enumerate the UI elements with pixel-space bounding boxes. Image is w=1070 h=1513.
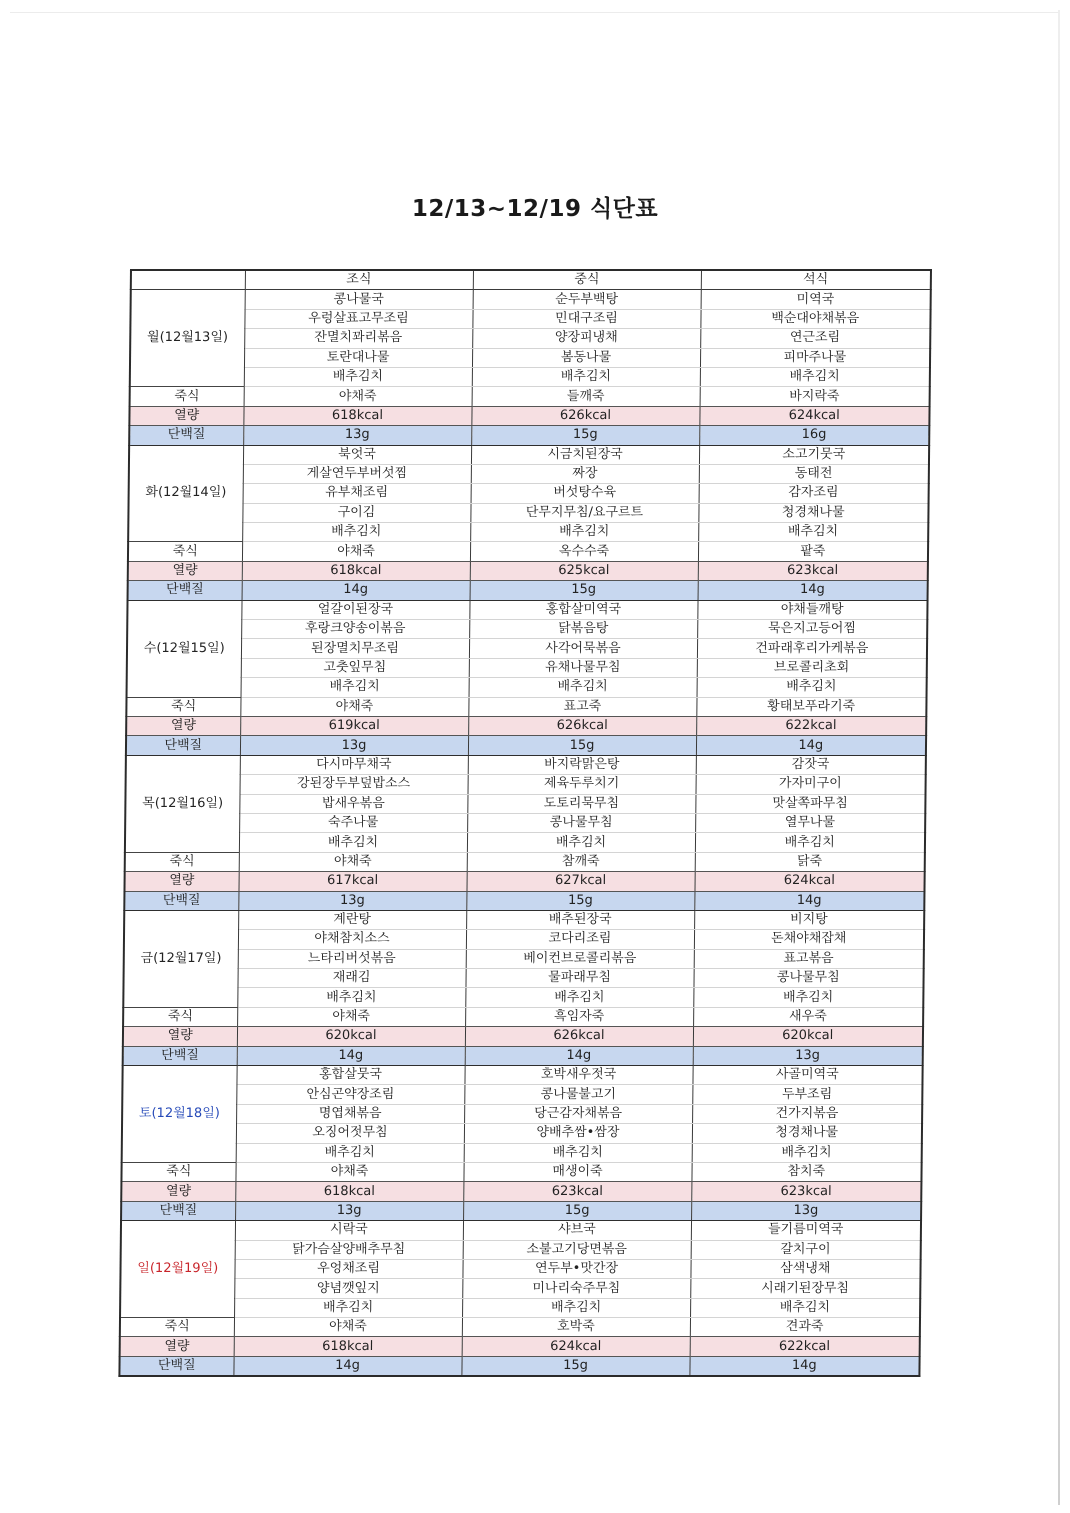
menu-item-lunch: 소불고기당면볶음: [463, 1240, 691, 1259]
header-row: [131, 270, 931, 290]
calories-dinner: 620kcal: [693, 1027, 923, 1046]
calories-dinner: 623kcal: [691, 1182, 921, 1201]
menu-item-dinner: 사골미역국: [692, 1066, 922, 1085]
menu-item-lunch: 도토리묵무침: [467, 794, 695, 813]
menu-row: [127, 658, 927, 677]
porridge-row: [128, 542, 928, 561]
calories-lunch: 626kcal: [468, 716, 696, 735]
porridge-label: 죽식: [126, 697, 240, 716]
menu-item-lunch: 배추김치: [465, 988, 693, 1007]
calories-row: [123, 1027, 923, 1046]
menu-item-breakfast: 느타리버섯볶음: [238, 949, 466, 968]
menu-item-lunch: 배추김치: [472, 367, 700, 386]
porridge-breakfast: 야채죽: [242, 542, 470, 561]
calories-label: 열량: [120, 1337, 234, 1356]
calories-breakfast: 619kcal: [240, 716, 468, 735]
calories-label: 열량: [129, 406, 243, 425]
calories-dinner: 622kcal: [696, 716, 926, 735]
porridge-lunch: 들깨죽: [472, 387, 700, 406]
protein-lunch: 15g: [461, 1356, 689, 1376]
menu-item-breakfast: 토란대나물: [244, 348, 472, 367]
day-label: 수(12월15일): [127, 600, 242, 697]
menu-item-dinner: 청경채나물: [698, 503, 928, 522]
menu-row: [127, 678, 927, 697]
protein-dinner: 13g: [691, 1201, 921, 1220]
menu-item-breakfast: 계란탕: [238, 910, 466, 929]
menu-item-dinner: 청경채나물: [692, 1124, 922, 1143]
porridge-row: [120, 1318, 920, 1337]
menu-item-dinner: 삼색냉채: [690, 1259, 920, 1278]
menu-item-breakfast: 후랑크양송이볶음: [241, 620, 469, 639]
menu-item-breakfast: 야채참치소스: [238, 930, 466, 949]
menu-row: [122, 1124, 922, 1143]
menu-item-dinner: 건가지볶음: [692, 1104, 922, 1123]
menu-item-breakfast: 배추김치: [236, 1143, 464, 1162]
menu-item-breakfast: 된장멸치무조림: [241, 639, 469, 658]
porridge-row: [125, 852, 925, 871]
menu-item-dinner: 콩나물무침: [693, 969, 923, 988]
protein-dinner: 14g: [698, 581, 928, 600]
menu-row: [127, 639, 927, 658]
protein-label: 단백질: [119, 1356, 233, 1376]
header-dinner: 석식: [701, 270, 931, 290]
menu-item-dinner: 시래기된장무침: [690, 1279, 920, 1298]
porridge-breakfast: 야채죽: [235, 1162, 463, 1181]
menu-item-lunch: 배추된장국: [466, 910, 694, 929]
protein-lunch: 15g: [471, 426, 699, 445]
calories-breakfast: 617kcal: [238, 872, 466, 891]
menu-row: [130, 329, 930, 348]
meal-plan-table: [118, 269, 932, 1377]
menu-item-dinner: 배추김치: [693, 988, 923, 1007]
menu-item-dinner: 갈치구이: [691, 1240, 921, 1259]
menu-item-lunch: 배추김치: [470, 523, 698, 542]
menu-row: [129, 445, 929, 464]
porridge-lunch: 매생이죽: [463, 1162, 691, 1181]
day-label: 화(12월14일): [128, 445, 243, 542]
menu-item-lunch: 배추김치: [464, 1143, 692, 1162]
menu-item-dinner: 배추김치: [700, 367, 930, 386]
calories-row: [129, 406, 929, 425]
menu-item-dinner: 감잣국: [696, 755, 926, 774]
porridge-label: 죽식: [125, 852, 239, 871]
porridge-dinner: 새우죽: [693, 1007, 923, 1026]
menu-row: [129, 464, 929, 483]
menu-item-lunch: 연두부•맛간장: [462, 1259, 690, 1278]
menu-item-breakfast: 게살연두부버섯찜: [243, 464, 471, 483]
menu-item-lunch: 콩나물무침: [467, 813, 695, 832]
porridge-label: 죽식: [128, 542, 242, 561]
porridge-label: 죽식: [121, 1162, 235, 1181]
protein-breakfast: 13g: [235, 1201, 463, 1220]
calories-lunch: 625kcal: [470, 561, 698, 580]
menu-item-dinner: 피마주나물: [700, 348, 930, 367]
menu-item-dinner: 동태전: [699, 464, 929, 483]
menu-row: [120, 1298, 920, 1317]
menu-item-breakfast: 고춧잎무침: [241, 658, 469, 677]
protein-row: [129, 426, 929, 445]
menu-item-breakfast: 오징어젓무침: [236, 1124, 464, 1143]
menu-item-dinner: 미역국: [701, 290, 931, 309]
protein-lunch: 15g: [468, 736, 696, 755]
calories-lunch: 623kcal: [463, 1182, 691, 1201]
menu-item-breakfast: 구이김: [242, 503, 470, 522]
menu-item-breakfast: 콩나물국: [245, 290, 473, 309]
day-label: 일(12월19일): [120, 1221, 235, 1318]
calories-breakfast: 618kcal: [235, 1182, 463, 1201]
menu-item-lunch: 배추김치: [462, 1298, 690, 1317]
day-label: 목(12월16일): [125, 755, 240, 852]
porridge-lunch: 옥수수죽: [470, 542, 698, 561]
menu-item-dinner: 표고볶음: [694, 949, 924, 968]
menu-row: [124, 910, 924, 929]
menu-item-breakfast: 우엉채조림: [234, 1259, 462, 1278]
menu-item-lunch: 바지락맑은탕: [468, 755, 696, 774]
menu-item-lunch: 홍합살미역국: [469, 600, 697, 619]
menu-item-dinner: 건파래후리가케볶음: [697, 639, 927, 658]
menu-item-lunch: 순두부백탕: [473, 290, 701, 309]
protein-lunch: 15g: [466, 891, 694, 910]
protein-dinner: 13g: [693, 1046, 923, 1065]
menu-item-dinner: 소고기뭇국: [699, 445, 929, 464]
porridge-lunch: 호박죽: [462, 1318, 690, 1337]
menu-item-lunch: 짜장: [471, 464, 699, 483]
menu-item-breakfast: 배추김치: [237, 988, 465, 1007]
protein-label: 단백질: [123, 1046, 237, 1065]
calories-label: 열량: [123, 1027, 237, 1046]
porridge-label: 죽식: [123, 1007, 237, 1026]
menu-item-lunch: 단무지무침/요구르트: [470, 503, 698, 522]
menu-item-lunch: 민대구조림: [472, 309, 700, 328]
protein-label: 단백질: [126, 736, 240, 755]
page-top-edge: [10, 12, 1060, 13]
day-label: 금(12월17일): [123, 910, 238, 1007]
protein-lunch: 15g: [463, 1201, 691, 1220]
menu-row: [122, 1066, 922, 1085]
menu-item-breakfast: 밥새우볶음: [239, 794, 467, 813]
menu-item-lunch: 배추김치: [467, 833, 695, 852]
menu-row: [125, 833, 925, 852]
calories-breakfast: 618kcal: [243, 406, 471, 425]
calories-lunch: 626kcal: [471, 406, 699, 425]
protein-label: 단백질: [129, 426, 243, 445]
menu-row: [125, 813, 925, 832]
menu-row: [127, 620, 927, 639]
menu-item-breakfast: 얼갈이된장국: [241, 600, 469, 619]
calories-row: [120, 1337, 920, 1356]
porridge-dinner: 팥죽: [698, 542, 928, 561]
calories-row: [124, 872, 924, 891]
protein-lunch: 14g: [465, 1046, 693, 1065]
menu-item-breakfast: 유부채조림: [243, 484, 471, 503]
protein-breakfast: 13g: [238, 891, 466, 910]
calories-label: 열량: [126, 716, 240, 735]
protein-row: [128, 581, 928, 600]
menu-row: [131, 290, 931, 309]
menu-row: [127, 600, 927, 619]
calories-label: 열량: [124, 872, 238, 891]
porridge-label: 죽식: [120, 1318, 234, 1337]
porridge-dinner: 닭죽: [695, 852, 925, 871]
porridge-row: [121, 1162, 921, 1181]
menu-item-lunch: 시금치된장국: [471, 445, 699, 464]
protein-breakfast: 14g: [233, 1356, 461, 1376]
menu-item-breakfast: 배추김치: [241, 678, 469, 697]
menu-item-lunch: 제육두루치기: [468, 775, 696, 794]
menu-item-breakfast: 명엽채볶음: [236, 1104, 464, 1123]
menu-row: [120, 1279, 920, 1298]
calories-row: [128, 561, 928, 580]
menu-row: [123, 969, 923, 988]
menu-row: [122, 1085, 922, 1104]
porridge-breakfast: 야채죽: [237, 1007, 465, 1026]
protein-row: [124, 891, 924, 910]
menu-row: [123, 988, 923, 1007]
menu-item-dinner: 배추김치: [698, 523, 928, 542]
menu-item-lunch: 콩나물불고기: [464, 1085, 692, 1104]
menu-item-dinner: 열무나물: [695, 813, 925, 832]
protein-breakfast: 14g: [237, 1046, 465, 1065]
day-label: 월(12월13일): [130, 290, 245, 387]
day-label: 토(12월18일): [122, 1066, 237, 1163]
menu-item-dinner: 배추김치: [697, 678, 927, 697]
protein-breakfast: 14g: [242, 581, 470, 600]
menu-item-lunch: 사각어묵볶음: [469, 639, 697, 658]
menu-item-breakfast: 강된장두부덮밥소스: [240, 775, 468, 794]
porridge-row: [130, 387, 930, 406]
protein-dinner: 14g: [696, 736, 926, 755]
menu-item-dinner: 가자미구이: [696, 775, 926, 794]
menu-row: [121, 1221, 921, 1240]
protein-row: [121, 1201, 921, 1220]
porridge-row: [123, 1007, 923, 1026]
menu-item-dinner: 들기름미역국: [691, 1221, 921, 1240]
calories-dinner: 624kcal: [699, 406, 929, 425]
protein-dinner: 16g: [699, 426, 929, 445]
calories-lunch: 624kcal: [462, 1337, 690, 1356]
porridge-label: 죽식: [130, 387, 244, 406]
menu-row: [130, 309, 930, 328]
menu-row: [124, 930, 924, 949]
menu-item-breakfast: 시락국: [235, 1221, 463, 1240]
menu-item-breakfast: 안심곤약장조림: [236, 1085, 464, 1104]
protein-lunch: 15g: [470, 581, 698, 600]
menu-item-breakfast: 양념깻잎지: [234, 1279, 462, 1298]
menu-row: [130, 367, 930, 386]
calories-breakfast: 618kcal: [242, 561, 470, 580]
porridge-lunch: 참깨죽: [467, 852, 695, 871]
porridge-row: [126, 697, 926, 716]
menu-item-dinner: 배추김치: [690, 1298, 920, 1317]
menu-item-dinner: 배추김치: [695, 833, 925, 852]
menu-item-lunch: 양배추쌈•쌈장: [464, 1124, 692, 1143]
protein-label: 단백질: [124, 891, 238, 910]
calories-breakfast: 620kcal: [237, 1027, 465, 1046]
porridge-breakfast: 야채죽: [239, 852, 467, 871]
menu-item-breakfast: 배추김치: [244, 367, 472, 386]
page-title: 12/13~12/19 식단표: [411, 196, 659, 222]
menu-row: [121, 1240, 921, 1259]
menu-item-lunch: 배추김치: [469, 678, 697, 697]
menu-item-breakfast: 우렁살표고무조림: [244, 309, 472, 328]
menu-item-breakfast: 배추김치: [242, 523, 470, 542]
menu-item-lunch: 베이컨브로콜리볶음: [466, 949, 694, 968]
menu-row: [128, 503, 928, 522]
menu-item-lunch: 봄동나물: [472, 348, 700, 367]
porridge-dinner: 황태보푸라기죽: [696, 697, 926, 716]
menu-row: [129, 484, 929, 503]
menu-item-lunch: 당근감자채볶음: [464, 1104, 692, 1123]
menu-row: [124, 949, 924, 968]
porridge-lunch: 흑임자죽: [465, 1007, 693, 1026]
meal-plan-body: [119, 290, 930, 1376]
menu-item-breakfast: 숙주나물: [239, 813, 467, 832]
menu-item-breakfast: 재래김: [237, 969, 465, 988]
menu-item-dinner: 맛살쪽파무침: [695, 794, 925, 813]
calories-lunch: 626kcal: [465, 1027, 693, 1046]
menu-item-lunch: 유채나물무침: [469, 658, 697, 677]
porridge-lunch: 표고죽: [468, 697, 696, 716]
menu-item-dinner: 돈채야채잡채: [694, 930, 924, 949]
menu-row: [125, 794, 925, 813]
menu-item-dinner: 연근조림: [700, 329, 930, 348]
calories-dinner: 624kcal: [694, 872, 924, 891]
menu-row: [128, 523, 928, 542]
menu-item-breakfast: 다시마무채국: [240, 755, 468, 774]
porridge-breakfast: 야채죽: [244, 387, 472, 406]
menu-item-breakfast: 배추김치: [234, 1298, 462, 1317]
menu-item-breakfast: 닭가슴살양배추무침: [235, 1240, 463, 1259]
menu-item-lunch: 호박새우젓국: [464, 1066, 692, 1085]
porridge-breakfast: 야채죽: [234, 1318, 462, 1337]
menu-row: [122, 1143, 922, 1162]
protein-label: 단백질: [128, 581, 242, 600]
calories-row: [126, 716, 926, 735]
header-breakfast: 조식: [245, 270, 473, 290]
calories-row: [121, 1182, 921, 1201]
header-corner: [131, 270, 245, 290]
protein-row: [126, 736, 926, 755]
menu-item-dinner: 비지탕: [694, 910, 924, 929]
calories-label: 열량: [128, 561, 242, 580]
protein-label: 단백질: [121, 1201, 235, 1220]
menu-item-lunch: 버섯탕수육: [471, 484, 699, 503]
protein-breakfast: 13g: [243, 426, 471, 445]
porridge-dinner: 견과죽: [690, 1318, 920, 1337]
menu-item-lunch: 물파래무침: [465, 969, 693, 988]
page-scan-edge: [1058, 10, 1060, 1505]
menu-item-breakfast: 배추김치: [239, 833, 467, 852]
protein-row: [119, 1356, 919, 1376]
calories-dinner: 623kcal: [698, 561, 928, 580]
menu-row: [126, 755, 926, 774]
calories-lunch: 627kcal: [466, 872, 694, 891]
menu-item-breakfast: 잔멸치꽈리볶음: [244, 329, 472, 348]
protein-dinner: 14g: [689, 1356, 919, 1376]
menu-item-breakfast: 북엇국: [243, 445, 471, 464]
menu-row: [126, 775, 926, 794]
menu-item-dinner: 백순대야채볶음: [700, 309, 930, 328]
protein-row: [123, 1046, 923, 1065]
calories-dinner: 622kcal: [690, 1337, 920, 1356]
calories-breakfast: 618kcal: [234, 1337, 462, 1356]
menu-item-dinner: 묵은지고등어찜: [697, 620, 927, 639]
menu-row: [122, 1104, 922, 1123]
menu-item-breakfast: 홍합살뭇국: [236, 1066, 464, 1085]
menu-item-dinner: 야채들깨탕: [697, 600, 927, 619]
menu-item-lunch: 양장피냉채: [472, 329, 700, 348]
menu-item-lunch: 코다리조림: [466, 930, 694, 949]
menu-item-dinner: 두부조림: [692, 1085, 922, 1104]
menu-item-dinner: 배추김치: [692, 1143, 922, 1162]
menu-row: [130, 348, 930, 367]
menu-item-dinner: 감자조림: [699, 484, 929, 503]
menu-item-lunch: 미나리숙주무침: [462, 1279, 690, 1298]
menu-row: [120, 1259, 920, 1278]
protein-breakfast: 13g: [240, 736, 468, 755]
protein-dinner: 14g: [694, 891, 924, 910]
porridge-dinner: 참치죽: [691, 1162, 921, 1181]
porridge-breakfast: 야채죽: [240, 697, 468, 716]
menu-item-lunch: 닭볶음탕: [469, 620, 697, 639]
porridge-dinner: 바지락죽: [700, 387, 930, 406]
calories-label: 열량: [121, 1182, 235, 1201]
menu-item-dinner: 브로콜리초회: [697, 658, 927, 677]
header-lunch: 중식: [473, 270, 701, 290]
menu-item-lunch: 샤브국: [463, 1221, 691, 1240]
